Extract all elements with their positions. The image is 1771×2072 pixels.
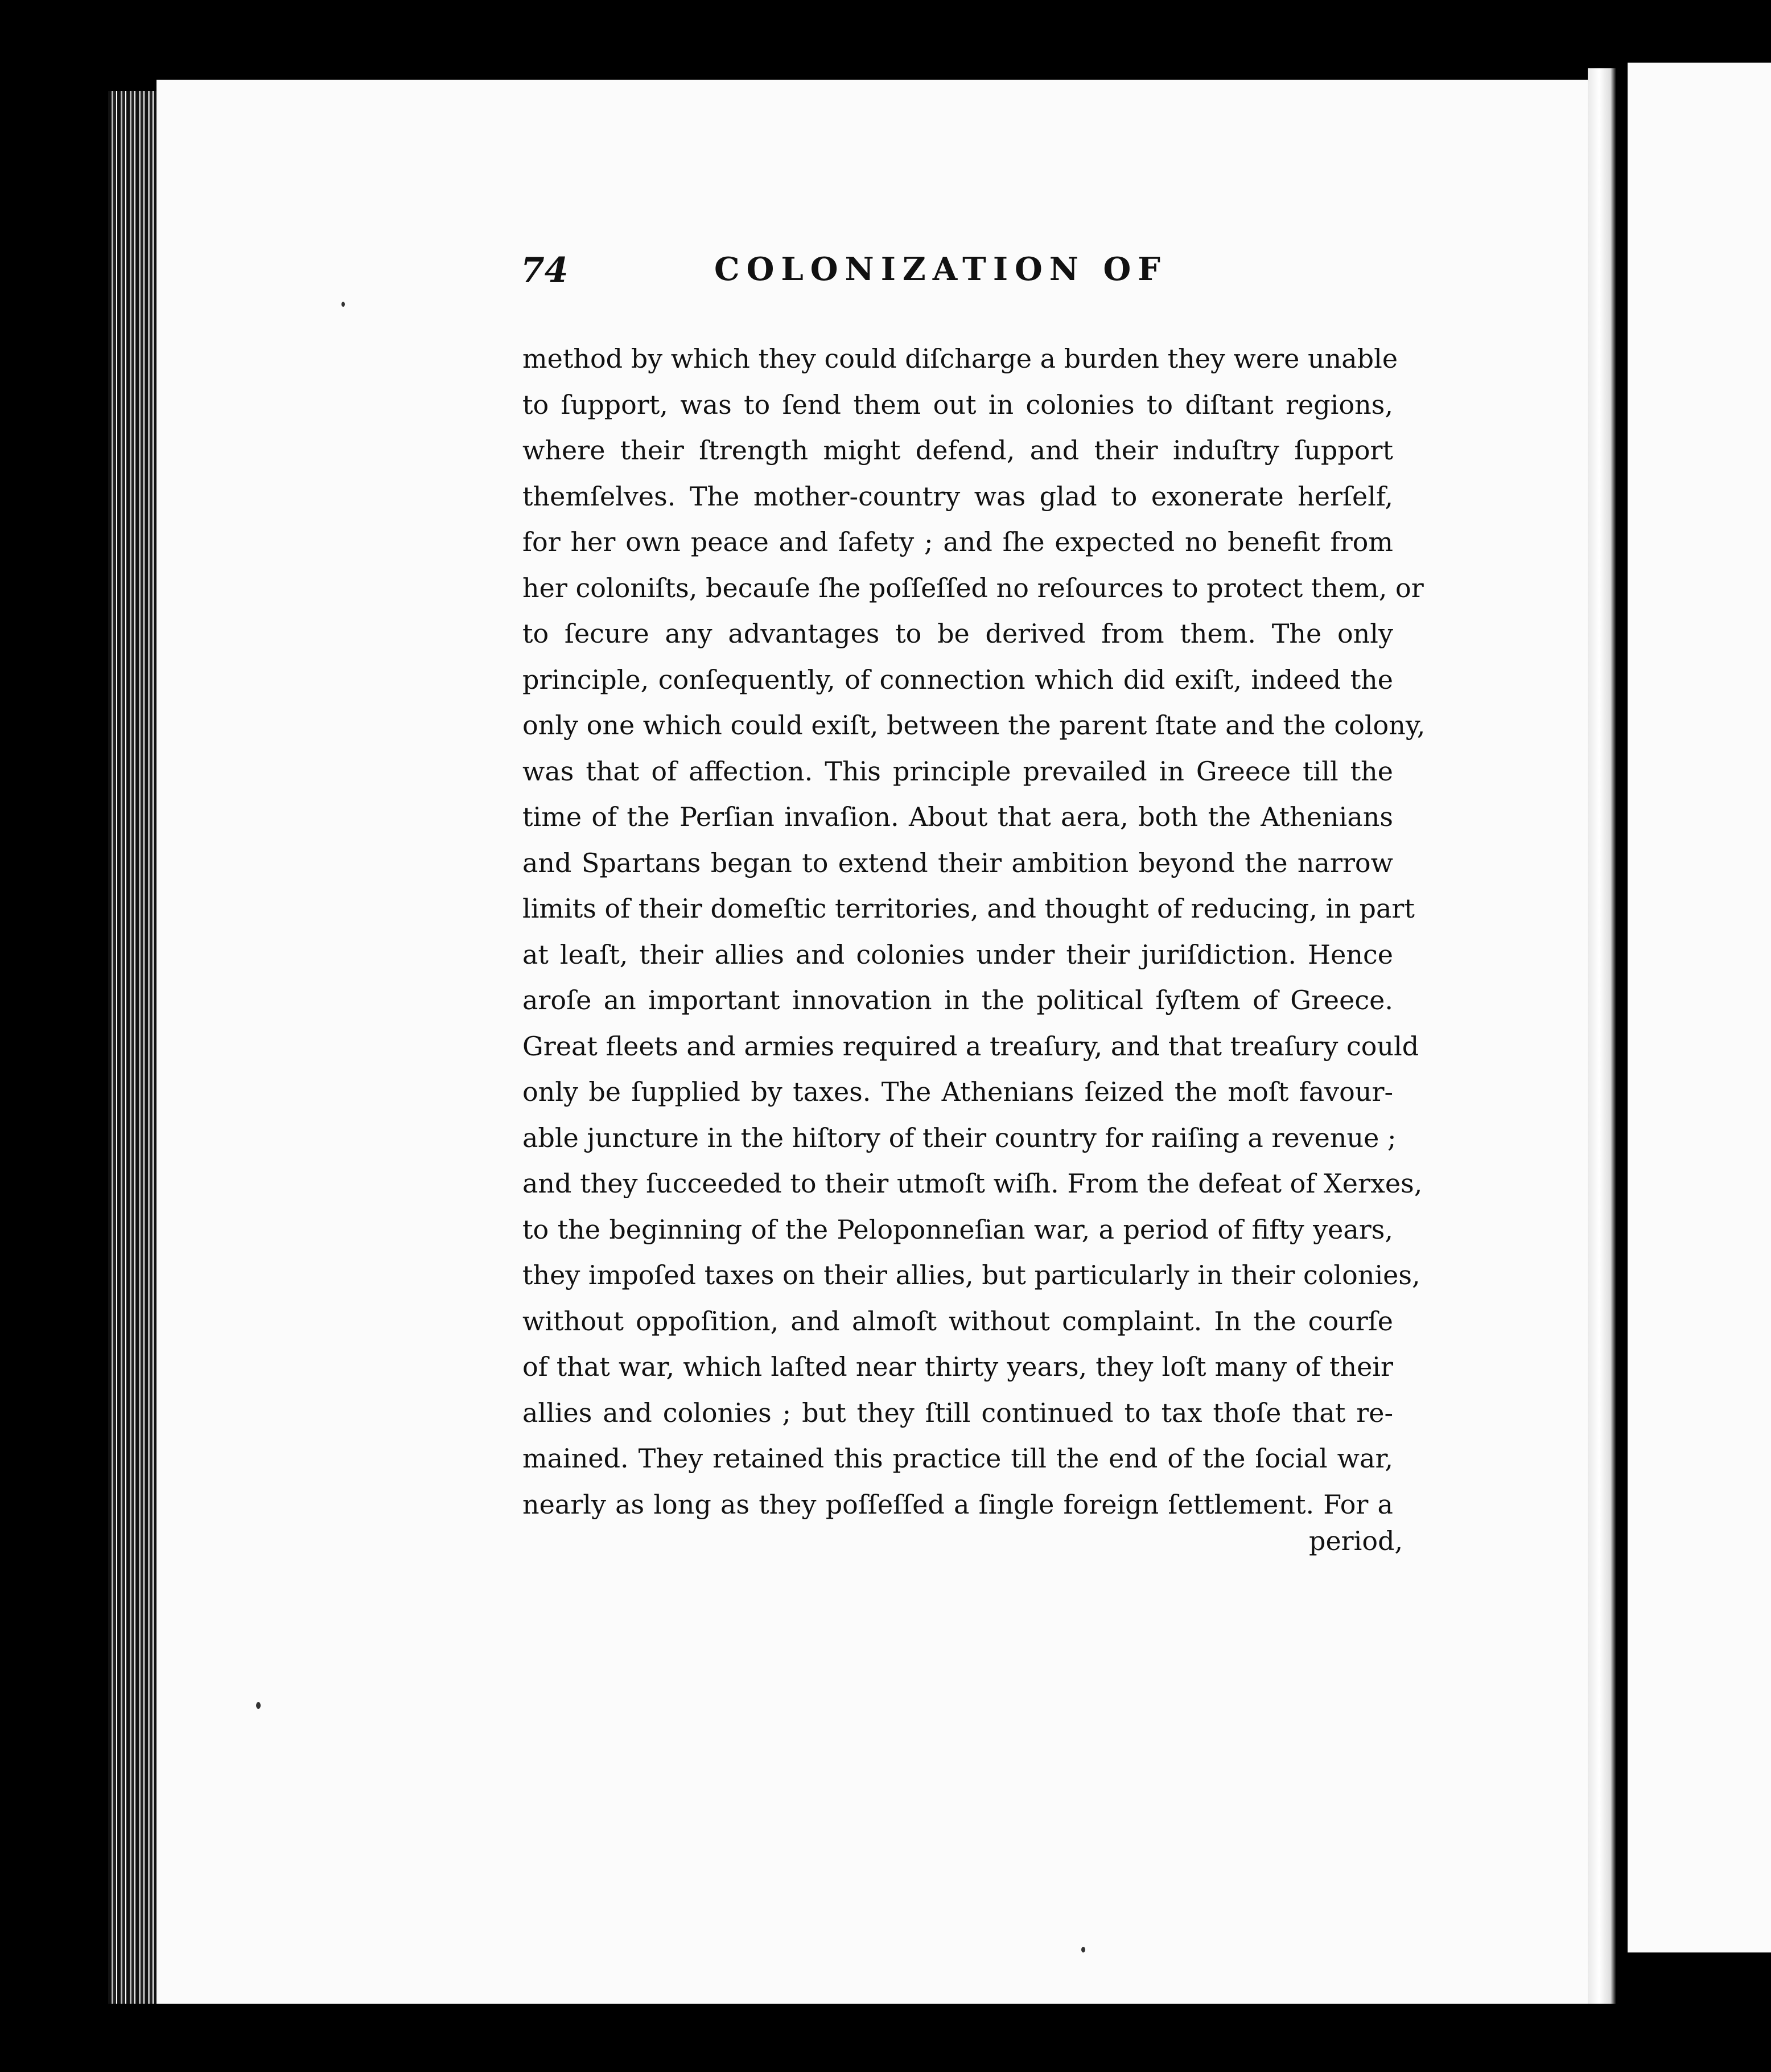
text-line: for her own peace and ſafety ; and ſhe expected no benefit from — [522, 527, 1393, 557]
text-line: was that of affection. This principle prevailed in Greece till the — [522, 755, 1393, 787]
text-line: aroſe an important innovation in the political ſyſtem of Greece. — [522, 985, 1393, 1016]
text-line: where their ſtrength might defend, and their induſtry ſupport — [522, 435, 1393, 466]
text-line: only one which could exiſt, between the parent ſtate and the colony, — [522, 710, 1426, 741]
scan-speck — [256, 1702, 261, 1709]
catchword: period, — [1309, 1526, 1403, 1556]
gutter-shadow — [1588, 68, 1616, 2004]
text-line: they impoſed taxes on their allies, but particularly in their colonies, — [522, 1260, 1420, 1290]
text-line: mained. They retained this practice till the end of the ſocial war, — [522, 1443, 1393, 1474]
text-line: principle, conſequently, of connection which did exiſt, indeed the — [522, 664, 1393, 695]
text-line: nearly as long as they poſſeſſed a ſingle foreign ſettlement. For a — [522, 1489, 1393, 1520]
scan-speck — [1081, 1947, 1085, 1952]
text-line: without oppoſition, and almoſt without complaint. In the courſe — [522, 1305, 1393, 1337]
text-line: and Spartans began to extend their ambition beyond the narrow — [522, 847, 1393, 878]
text-line: and they ſucceeded to their utmoſt wiſh. From the defeat of Xerxes, — [522, 1168, 1423, 1199]
text-line: to ſupport, was to ſend them out in colonies to diſtant regions, — [522, 389, 1393, 420]
page-header — [521, 250, 1204, 302]
text-line: her coloniſts, becauſe ſhe poſſeſſed no reſources to protect them, or — [522, 572, 1424, 603]
text-line: to ſecure any advantages to be derived from them. The only — [522, 618, 1393, 649]
facing-page-fragment — [1628, 63, 1771, 1952]
text-line: method by which they could diſcharge a burden they were unable — [522, 343, 1398, 374]
text-line: to the beginning of the Peloponneſian war, a period of fifty years, — [522, 1214, 1393, 1245]
text-line: themſelves. The mother-country was glad to exonerate herſelf, — [522, 480, 1393, 512]
text-line: limits of their domeſtic territories, and thought of reducing, in part — [522, 893, 1415, 924]
text-line: time of the Perſian invaſion. About that aera, both the Athenians — [522, 801, 1393, 832]
page-number: 74 — [521, 250, 569, 290]
text-line: allies and colonies ; but they ſtill continued to tax thoſe that re- — [522, 1397, 1393, 1428]
text-line: only be ſupplied by taxes. The Athenians ſeized the moſt favour- — [522, 1076, 1393, 1107]
scan-speck — [341, 302, 345, 307]
body-text — [522, 336, 1426, 1527]
running-head: COLONIZATION OF — [714, 250, 1168, 288]
book-page-edges — [108, 91, 159, 2004]
text-line: at leaſt, their allies and colonies under their juriſdiction. Hence — [522, 939, 1393, 970]
text-line: Great fleets and armies required a treaſury, and that treaſury could — [522, 1030, 1419, 1062]
text-line: able juncture in the hiſtory of their country for raiſing a revenue ; — [522, 1122, 1397, 1153]
text-line: of that war, which laſted near thirty years, they loſt many of their — [522, 1351, 1393, 1382]
